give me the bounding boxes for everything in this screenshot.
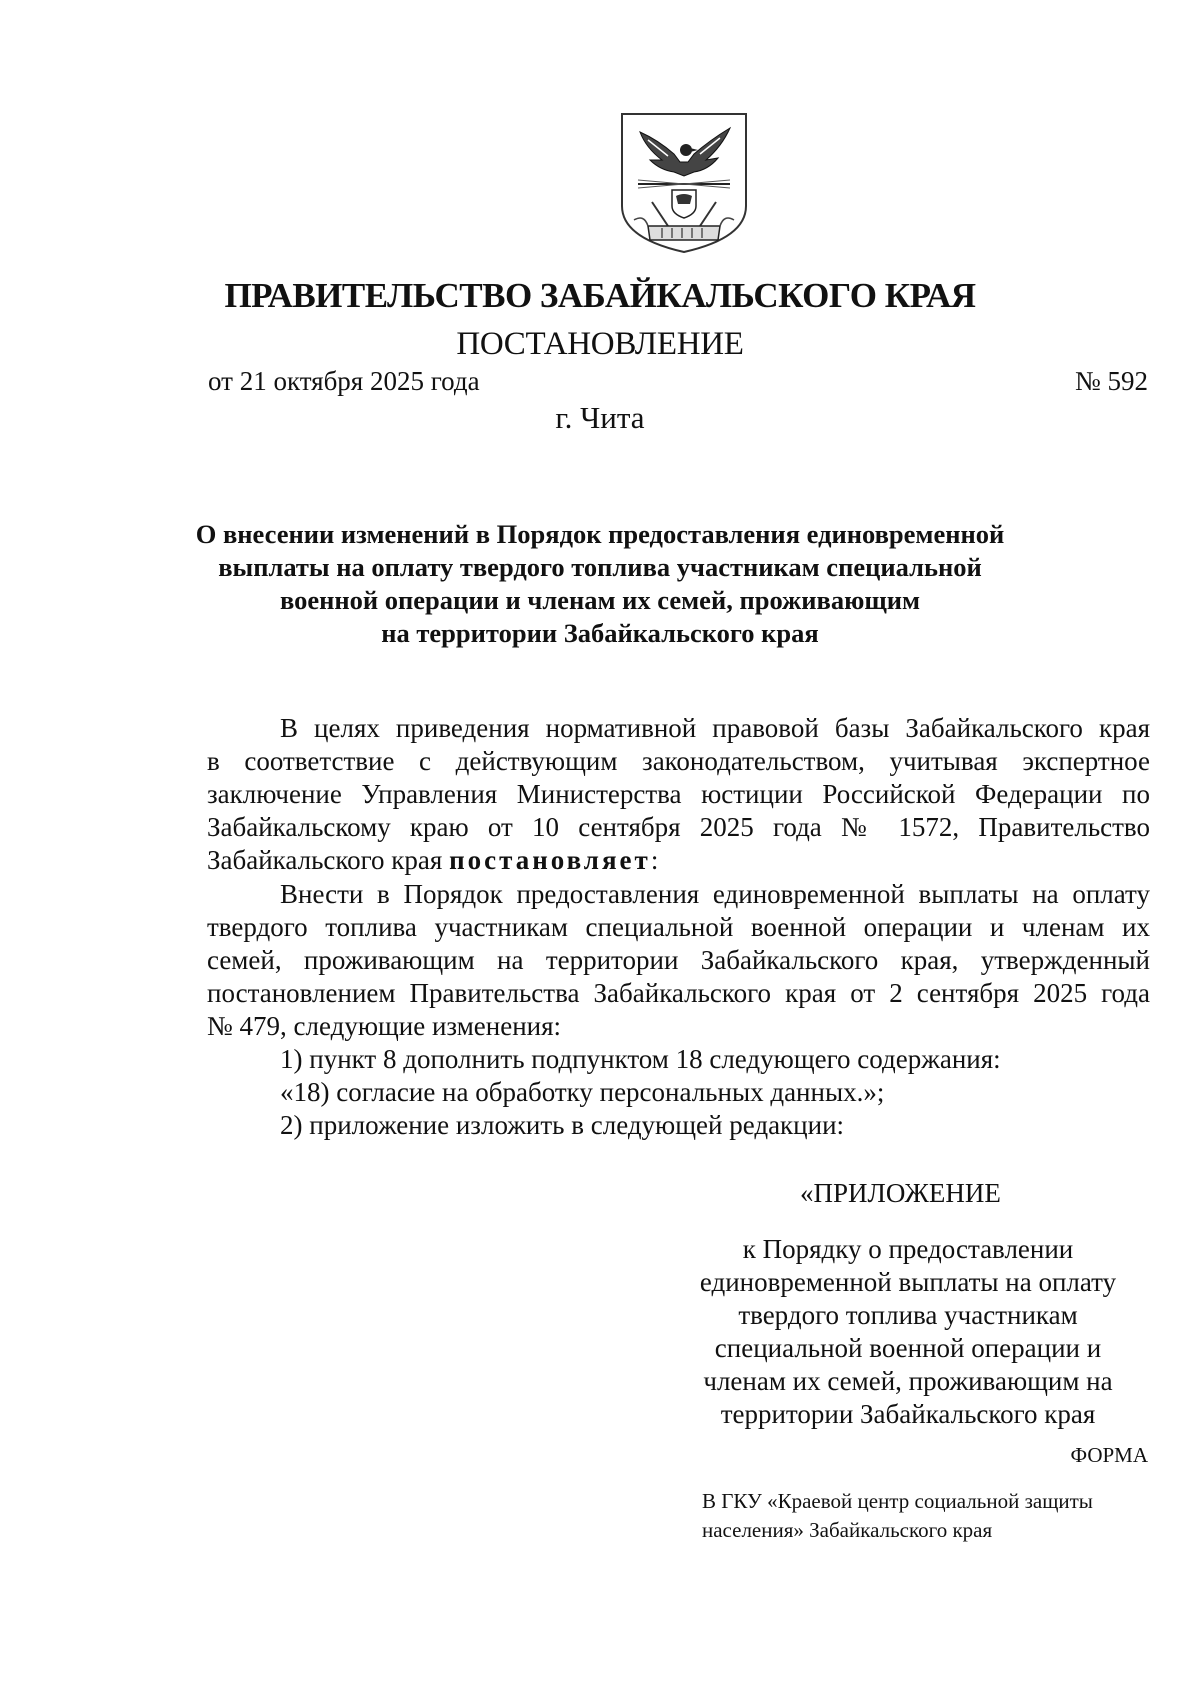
recipient-line: населения» Забайкальского края [702, 1518, 993, 1542]
paragraph-line: постановлением Правительства Забайкальского края от 2 сентября 2025 года [207, 978, 1150, 1008]
paragraph-line: № 479, следующие изменения: [207, 1011, 562, 1041]
coat-of-arms-icon [618, 110, 750, 256]
preamble-paragraph [207, 712, 1150, 877]
appendix-line: твердого топлива участникам [738, 1300, 1078, 1330]
paragraph-line: твердого топлива участникам специальной военной операции и членам их [207, 912, 1150, 942]
document-number: № 592 [1074, 366, 1148, 396]
paragraph-line: в соответствие с действующим законодательством, учитывая экспертное [207, 746, 1150, 776]
subject-line: О внесении изменений в Порядок предоставления единовременной [195, 519, 1005, 549]
document-city: г. Чита [555, 400, 645, 435]
paragraph-line: заключение Управления Министерства юстиции Российской Федерации по [207, 779, 1150, 809]
appendix-line: единовременной выплаты на оплату [699, 1267, 1117, 1297]
paragraph-line: Забайкальскому краю от 10 сентября 2025 года № 1572, Правительство [207, 812, 1150, 842]
paragraph-line: семей, проживающим на территории Забайкальского края, утвержденный [207, 945, 1150, 975]
recipient-block [702, 1487, 1093, 1545]
subject-line: на территории Забайкальского края [381, 618, 819, 648]
line-prefix: Забайкальского края [207, 845, 450, 875]
list-item: 2) приложение изложить в следующей редакции: [280, 1110, 845, 1140]
appendix-line: специальной военной операции и [714, 1333, 1102, 1363]
appendix-reference [688, 1233, 1128, 1431]
amendment-items [280, 1043, 1001, 1142]
appendix-line: к Порядку о предоставлении [742, 1234, 1074, 1264]
document-type: ПОСТАНОВЛЕНИЕ [456, 326, 744, 362]
line-suffix: : [650, 845, 659, 875]
appendix-line: территории Забайкальского края [720, 1399, 1096, 1429]
paragraph-line [207, 844, 1150, 877]
subject-line: военной операции и членам их семей, проживающим [279, 585, 921, 615]
document-subject [150, 518, 1050, 650]
document-date: от 21 октября 2025 года [208, 366, 480, 396]
appendix-line: членам их семей, проживающим на [703, 1366, 1113, 1396]
amendment-paragraph [207, 878, 1150, 1043]
resolves-keyword: постановляет [449, 845, 651, 875]
appendix-heading: «ПРИЛОЖЕНИЕ [800, 1178, 1001, 1208]
subject-line: выплаты на оплату твердого топлива участникам специальной [218, 552, 982, 582]
form-label: ФОРМА [1070, 1443, 1148, 1467]
list-item: «18) согласие на обработку персональных данных.»; [280, 1077, 885, 1107]
list-item: 1) пункт 8 дополнить подпунктом 18 следующего содержания: [280, 1044, 1001, 1074]
recipient-line: В ГКУ «Краевой центр социальной защиты [702, 1489, 1093, 1513]
paragraph-line: В целях приведения нормативной правовой базы Забайкальского края [280, 713, 1150, 743]
government-title: ПРАВИТЕЛЬСТВО ЗАБАЙКАЛЬСКОГО КРАЯ [224, 276, 976, 315]
coat-of-arms-emblem [618, 110, 750, 256]
paragraph-line: Внести в Порядок предоставления единовременной выплаты на оплату [280, 879, 1150, 909]
